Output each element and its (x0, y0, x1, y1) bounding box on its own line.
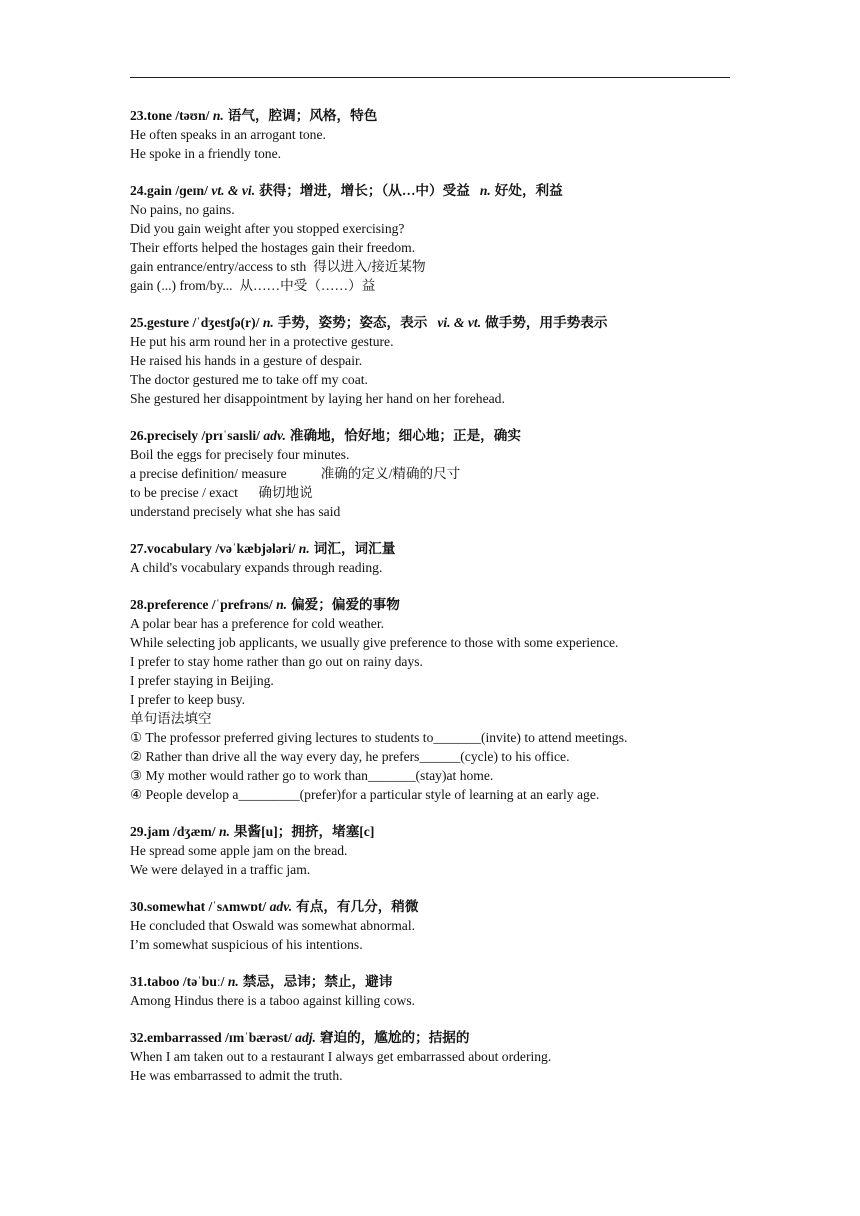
example-line: While selecting job applicants, we usually give preference to those with some experience. (130, 635, 619, 650)
part-of-speech: n. (227, 974, 239, 989)
phonetic: /ˈsʌmwɒt/ (208, 899, 267, 914)
example-line: gain (...) from/by... 从……中受（……）益 (130, 278, 376, 293)
chinese-meaning: 窘迫的，尴尬的；拮据的 (319, 1030, 470, 1045)
entry-headword-line (130, 972, 730, 991)
example-line: Boil the eggs for precisely four minutes. (130, 447, 350, 462)
example-line: ② Rather than drive all the way every day, he prefers______(cycle) to his office. (130, 749, 570, 764)
chinese-meaning: 偏爱；偏爱的事物 (291, 597, 400, 612)
headword: 30.somewhat (130, 899, 206, 914)
example-line: Among Hindus there is a taboo against killing cows. (130, 993, 416, 1008)
chinese-meaning: 词汇，词汇量 (313, 541, 396, 556)
headword: 25.gesture (130, 315, 190, 330)
headword: 23.tone (130, 108, 172, 123)
headword: 31.taboo (130, 974, 180, 989)
vocab-entry (130, 426, 730, 521)
entry-headword-line (130, 181, 730, 200)
example-line: A polar bear has a preference for cold weather. (130, 616, 384, 631)
chinese-meaning: 手势，姿势；姿态，表示 (277, 315, 428, 330)
phonetic: /təʊn/ (175, 108, 210, 123)
phonetic: /vəˈkæbjələri/ (215, 541, 296, 556)
vocab-entry (130, 897, 730, 954)
chinese-meaning: 有点，有几分，稍微 (296, 899, 419, 914)
vocab-entry (130, 181, 730, 295)
example-line: He spoke in a friendly tone. (130, 146, 281, 161)
part-of-speech: n. (276, 597, 288, 612)
vocab-entry (130, 539, 730, 577)
example-line: I’m somewhat suspicious of his intentions. (130, 937, 363, 952)
phonetic: /ˈprefrəns/ (211, 597, 273, 612)
chinese-meaning: 准确地，恰好地；细心地；正是，确实 (289, 428, 521, 443)
vocabulary-list (130, 106, 730, 1103)
example-line: He raised his hands in a gesture of despair. (130, 353, 363, 368)
vocab-entry (130, 595, 730, 804)
part-of-speech-2: n. (479, 183, 491, 198)
chinese-meaning-2: 好处，利益 (494, 183, 563, 198)
example-line: She gestured her disappointment by laying her hand on her forehead. (130, 391, 505, 406)
phonetic: /ɪmˈbærəst/ (225, 1030, 292, 1045)
example-line: No pains, no gains. (130, 202, 235, 217)
example-line: Their efforts helped the hostages gain their freedom. (130, 240, 416, 255)
part-of-speech: n. (262, 315, 274, 330)
part-of-speech: adv. (263, 428, 286, 443)
chinese-meaning: 禁忌，忌讳；禁止，避讳 (242, 974, 393, 989)
entry-headword-line (130, 822, 730, 841)
example-line: When I am taken out to a restaurant I always get embarrassed about ordering. (130, 1049, 552, 1064)
headword: 32.embarrassed (130, 1030, 222, 1045)
example-line: He was embarrassed to admit the truth. (130, 1068, 343, 1083)
part-of-speech: adj. (295, 1030, 316, 1045)
vocab-entry (130, 1028, 730, 1085)
example-line: He often speaks in an arrogant tone. (130, 127, 326, 142)
part-of-speech: n. (212, 108, 224, 123)
part-of-speech: adv. (269, 899, 293, 914)
entry-headword-line (130, 897, 730, 916)
headword: 29.jam (130, 824, 170, 839)
example-line: Did you gain weight after you stopped exercising? (130, 221, 405, 236)
chinese-meaning-2: 做手势，用手势表示 (485, 315, 608, 330)
example-line: The doctor gestured me to take off my coat. (130, 372, 368, 387)
part-of-speech-2: vi. & vt. (437, 315, 482, 330)
part-of-speech: vt. & vi. (211, 183, 256, 198)
example-line: ④ People develop a_________(prefer)for a particular style of learning at an early age. (130, 787, 600, 802)
entry-headword-line (130, 426, 730, 445)
entry-headword-line (130, 595, 730, 614)
phonetic: /ˈdʒestʃə(r)/ (192, 315, 260, 330)
example-line: I prefer to keep busy. (130, 692, 245, 707)
example-line: I prefer staying in Beijing. (130, 673, 274, 688)
vocab-entry (130, 313, 730, 408)
entry-headword-line (130, 313, 730, 332)
entry-headword-line (130, 106, 730, 125)
vocab-entry (130, 822, 730, 879)
headword: 26.precisely (130, 428, 199, 443)
entry-headword-line (130, 539, 730, 558)
chinese-meaning: 获得；增进，增长；（从…中）受益 (259, 183, 470, 198)
headword: 27.vocabulary (130, 541, 212, 556)
example-line: I prefer to stay home rather than go out on rainy days. (130, 654, 423, 669)
example-line: He put his arm round her in a protective gesture. (130, 334, 394, 349)
entry-headword-line (130, 1028, 730, 1047)
example-line: A child's vocabulary expands through reading. (130, 560, 383, 575)
phonetic: /dʒæm/ (173, 824, 216, 839)
chinese-meaning: 语气，腔调；风格，特色 (227, 108, 378, 123)
example-line: He spread some apple jam on the bread. (130, 843, 348, 858)
example-line: He concluded that Oswald was somewhat abnormal. (130, 918, 416, 933)
example-line: understand precisely what she has said (130, 504, 341, 519)
phonetic: /ɡeɪn/ (175, 183, 208, 198)
vocab-entry (130, 972, 730, 1010)
headword: 24.gain (130, 183, 172, 198)
example-line: ① The professor preferred giving lectures to students to_______(invite) to attend meetings. (130, 730, 628, 745)
example-line: to be precise / exact 确切地说 (130, 485, 313, 500)
headword: 28.preference (130, 597, 209, 612)
example-line: We were delayed in a traffic jam. (130, 862, 311, 877)
example-line: ③ My mother would rather go to work than_______(stay)at home. (130, 768, 494, 783)
example-line: a precise definition/ measure 准确的定义/精确的尺寸 (130, 466, 461, 481)
example-line: 单句语法填空 (130, 711, 212, 726)
part-of-speech: n. (298, 541, 310, 556)
part-of-speech: n. (218, 824, 230, 839)
chinese-meaning: 果酱[u]；拥挤，堵塞[c] (233, 824, 375, 839)
header-rule (130, 77, 730, 78)
phonetic: /prɪˈsaɪsli/ (201, 428, 260, 443)
vocab-entry (130, 106, 730, 163)
phonetic: /təˈbuː/ (182, 974, 225, 989)
example-line: gain entrance/entry/access to sth 得以进入/接近某物 (130, 259, 426, 274)
